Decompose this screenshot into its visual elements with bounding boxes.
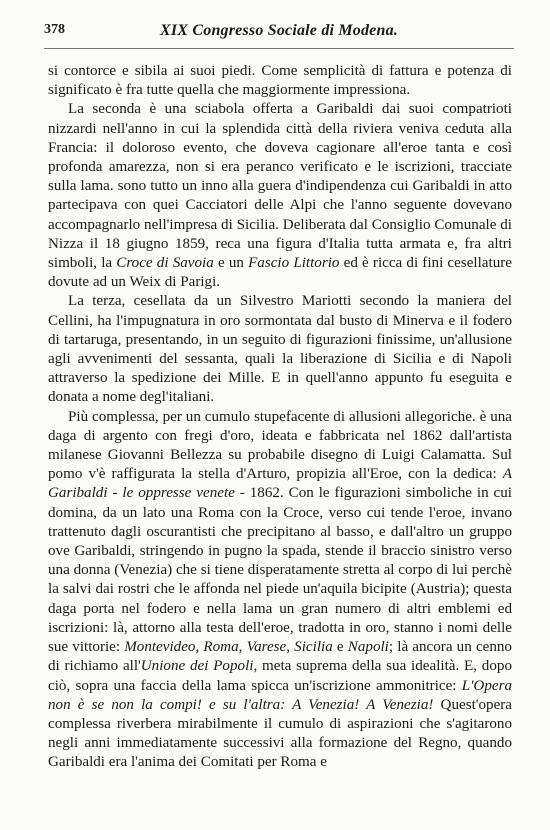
italic-text: A Garibaldi - le oppresse venete — [48, 466, 512, 502]
page-header — [44, 22, 514, 44]
italic-text: Unione dei Popoli — [140, 658, 254, 675]
text-run: ; là ancora un cenno di richiamo all' — [48, 639, 512, 675]
text-run: La terza, cesellata da un Silvestro Mariotti secondo la maniera del Cellini, ha l'impugnatura in oro sormontata dal busto di Minerva e il fodero di tartaruga, presentando, in un seguito di figurazioni finissime, un'allusione agli avvenimenti del sessanta, quali la liberazione di Sicilia e di Napoli attraverso la spedizione dei Mille. E in quell'anno appunto fu eseguita e donata a nome degl'italiani. — [48, 293, 512, 406]
paragraph — [48, 292, 512, 407]
page-number: 378 — [44, 22, 65, 37]
italic-text: Napoli — [347, 639, 389, 656]
text-run: Quest'opera complessa riverbera mirabilmente il cumulo di aspirazioni che s'agitarono negli anni immediatamente successivi alla formazione del Regno, quando Garibaldi era l'anima dei Comitati per Roma e — [48, 696, 512, 771]
italic-text: Croce di Savoia — [116, 255, 214, 272]
running-head: XIX Congresso Sociale di Modena. — [160, 22, 398, 39]
paragraph — [48, 408, 512, 773]
italic-text: L'Opera non è se non la compi! e su l'altra: A Venezia! A Venezia! — [48, 677, 512, 713]
text-run: - 1862. Con le figurazioni simboliche in cui domina, da un lato una Roma con la Croce, verso cui tende l'eroe, invano trattenuto dagli oscurantisti che precipitano al basso, e dall'altro un gruppo ove Garibaldi, stringendo in pugno la spada, stende il braccio sinistro verso una donna (Venezia) che si tiene disperatamente stretta al corpo di lui perchè la salvi dai rostri che le affonda nel piede un'aquila bicipite (Austria); questa daga porta nel fodero e nella lama un gran numero di altri emblemi ed iscrizioni: là, attorno alla testa dell'eroe, tradotta in oro, stanno i nomi delle sue vittorie: — [48, 485, 512, 656]
text-run: Più complessa, per un cumulo stupefacente di allusioni allegoriche. è una daga di argento con fregi d'oro, ideata e fabbricata nel 1862 dall'artista milanese Giovanni Bellezza su probabile disegno di Luigi Calamatta. Sul pomo v'è raffigurata la stella d'Arturo, propizia all'Eroe, con la dedica: — [48, 408, 512, 483]
text-run: e — [332, 639, 348, 656]
text-run: ed è ricca di fini cesellature dovute ad un Weix di Parigi. — [48, 255, 512, 291]
text-run: e un — [213, 255, 249, 272]
text-run: La seconda è una sciabola offerta a Garibaldi dai suoi compatrioti nizzardi nell'anno in cui la splendida città della riviera veniva ceduta alla Francia: il doloroso evento, che doveva cagionare all'eroe tanta e così profonda amarezza, non si era peranco verificato e le iscrizioni, tracciate sulla lama. sono tutto un inno alla guera d'indipendenza cui Garibaldi in atto partecipava con quei Cacciatori delle Alpi che l'anno seguente dovevano accompagnarlo nell'impresa di Sicilia. Deliberata dal Consiglio Comunale di Nizza il 18 giugno 1859, reca una figura d'Italia tutta armata e, fra altri simboli, la — [48, 101, 512, 272]
text-run: si contorce e sibila ai suoi piedi. Come semplicità di fattura e potenza di significato è fra tutte quella che maggiormente impressiona. — [48, 63, 512, 99]
paragraph — [48, 62, 512, 100]
italic-text: Fascio Littorio — [248, 255, 340, 272]
paragraph — [48, 100, 512, 292]
text-run: , meta suprema della sua idealità. E, dopo ciò, sopra una faccia della lama spicca un'iscrizione ammonitrice: — [48, 658, 512, 694]
header-rule — [44, 48, 514, 49]
italic-text: Montevideo, Roma, Varese, Sicilia — [124, 639, 333, 656]
body-text — [48, 62, 512, 773]
